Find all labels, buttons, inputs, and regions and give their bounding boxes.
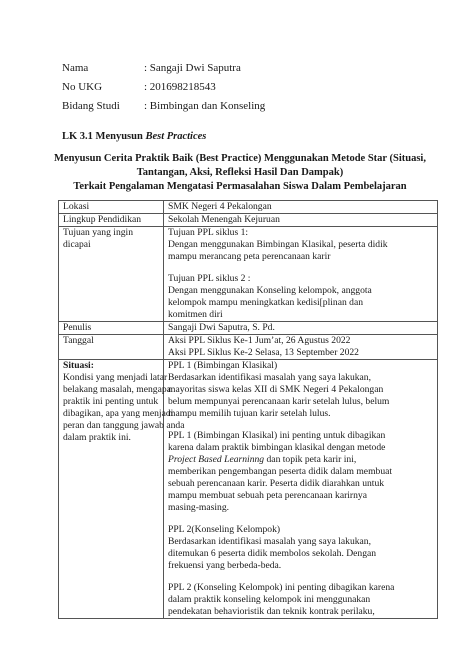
text-line: Kondisi yang menjadi latar bbox=[63, 372, 168, 383]
text-line: memberikan pengembangan peserta didik dalam membuat bbox=[168, 466, 393, 477]
text-line: karena dalam praktik bimbingan klasikal dengan metode bbox=[168, 442, 386, 453]
text-line: PPL 2 (Konseling Kelompok) ini penting dibagikan karena bbox=[168, 582, 395, 593]
row-value: SMK Negeri 4 Pekalongan bbox=[164, 201, 438, 214]
table-row-lingkup bbox=[59, 214, 438, 227]
table-row-penulis bbox=[59, 322, 438, 335]
info-value: : Bimbingan dan Konseling bbox=[144, 99, 266, 112]
lk-title-italic: Best Practices bbox=[145, 131, 207, 142]
row-value bbox=[164, 335, 438, 360]
situasi-title: Situasi: bbox=[63, 360, 94, 371]
text-line: PPL 2(Konseling Kelompok) bbox=[168, 524, 281, 535]
heading-line: Menyusun Cerita Praktik Baik (Best Practice) Menggunakan Metode Star (Situasi, bbox=[54, 153, 426, 164]
text-line: dalam praktik konseling kelompok ini menggunakan bbox=[168, 594, 371, 605]
text-span: dan topik peta karir ini, bbox=[264, 454, 357, 465]
text-line: Tujuan PPL siklus 2 : bbox=[168, 273, 251, 284]
text-line: masing-masing. bbox=[168, 502, 230, 513]
best-practice-table bbox=[58, 200, 438, 619]
info-label: Nama bbox=[62, 61, 89, 74]
text-line: sebuah perencanaan karir. Peserta didik diarahkan untuk bbox=[168, 478, 385, 489]
italic-term: Project Based Learninng bbox=[168, 454, 265, 465]
text-line: Dengan menggunakan Bimbingan Klasikal, peserta didik bbox=[168, 239, 388, 250]
text-line: dalam praktik ini. bbox=[63, 432, 131, 443]
text-line: Aksi PPL Siklus Ke-1 Jum’at, 26 Agustus 2022 bbox=[168, 335, 351, 346]
text-line bbox=[168, 454, 433, 466]
row-label: Penulis bbox=[59, 322, 164, 335]
text-line: peran dan tanggung jawab anda bbox=[63, 420, 185, 431]
text-line: belum mempunyai perencanaan karir setelah lulus, belum bbox=[168, 396, 390, 407]
info-row-no-ukg bbox=[62, 77, 265, 96]
text-line: frekuensi yang berbeda-beda. bbox=[168, 560, 282, 571]
text-line: dibagikan, apa yang menjadi bbox=[63, 408, 174, 419]
table-row-tujuan bbox=[59, 227, 438, 322]
text-line: mampu membuat sebuah peta perencanaan karirnya bbox=[168, 490, 367, 501]
info-value: : Sangaji Dwi Saputra bbox=[144, 61, 241, 74]
text-line: mampu memilih tujuan karir setelah lulus. bbox=[168, 408, 331, 419]
document-heading bbox=[40, 152, 440, 194]
row-label: Lingkup Pendidikan bbox=[59, 214, 164, 227]
text-line: mampu merancang peta perencanaan karir bbox=[168, 251, 331, 262]
text-line: PPL 1 (Bimbingan Klasikal) ini penting untuk dibagikan bbox=[168, 430, 386, 441]
row-label bbox=[59, 360, 185, 619]
table-row-situasi bbox=[59, 360, 438, 619]
info-row-bidang-studi bbox=[62, 96, 265, 115]
lk-title bbox=[62, 131, 206, 142]
table-row-tanggal bbox=[59, 335, 438, 360]
lk-title-prefix: LK 3.1 Menyusun bbox=[62, 131, 146, 142]
row-label: Lokasi bbox=[59, 201, 164, 214]
text-line: Dengan menggunakan Konseling kelompok, anggota bbox=[168, 285, 372, 296]
text-line: Tujuan PPL siklus 1: bbox=[168, 227, 249, 238]
text-line: komitmen diri bbox=[168, 309, 223, 320]
text-line: Berdasarkan identifikasi masalah yang saya lakukan, bbox=[168, 372, 371, 383]
info-label: No UKG bbox=[62, 80, 103, 93]
info-value: : 201698218543 bbox=[144, 80, 216, 93]
info-row-nama bbox=[62, 58, 265, 77]
row-value bbox=[164, 227, 438, 322]
identity-block bbox=[62, 58, 265, 115]
row-value bbox=[164, 360, 438, 619]
row-label: Tanggal bbox=[59, 335, 164, 360]
text-line: belakang masalah, mengapa bbox=[63, 384, 171, 395]
row-value: Sangaji Dwi Saputra, S. Pd. bbox=[164, 322, 438, 335]
text-line: Berdasarkan identifikasi masalah yang saya lakukan, bbox=[168, 536, 371, 547]
row-label: Tujuan yang ingin dicapai bbox=[59, 227, 164, 322]
text-line: ditemukan 6 peserta didik membolos sekolah. Dengan bbox=[168, 548, 377, 559]
text-line: praktik ini penting untuk bbox=[63, 396, 159, 407]
text-line: Aksi PPL Siklus Ke-2 Selasa, 13 September 2022 bbox=[168, 347, 359, 358]
row-value: Sekolah Menengah Kejuruan bbox=[164, 214, 438, 227]
info-label: Bidang Studi bbox=[62, 99, 120, 112]
heading-line: Tantangan, Aksi, Refleksi Hasil Dan Dampak) bbox=[136, 167, 344, 178]
text-line: pendekatan behavioristik dan teknik kontrak perilaku, bbox=[168, 606, 375, 617]
text-line: PPL 1 (Bimbingan Klasikal) bbox=[168, 360, 278, 371]
text-line: mayoritas siswa kelas XII di SMK Negeri 4 Pekalongan bbox=[168, 384, 384, 395]
text-line: kelompok mampu meningkatkan kedisi[plinan dan bbox=[168, 297, 364, 308]
table-row-lokasi bbox=[59, 201, 438, 214]
heading-line: Terkait Pengalaman Mengatasi Permasalahan Siswa Dalam Pembelajaran bbox=[73, 181, 407, 192]
